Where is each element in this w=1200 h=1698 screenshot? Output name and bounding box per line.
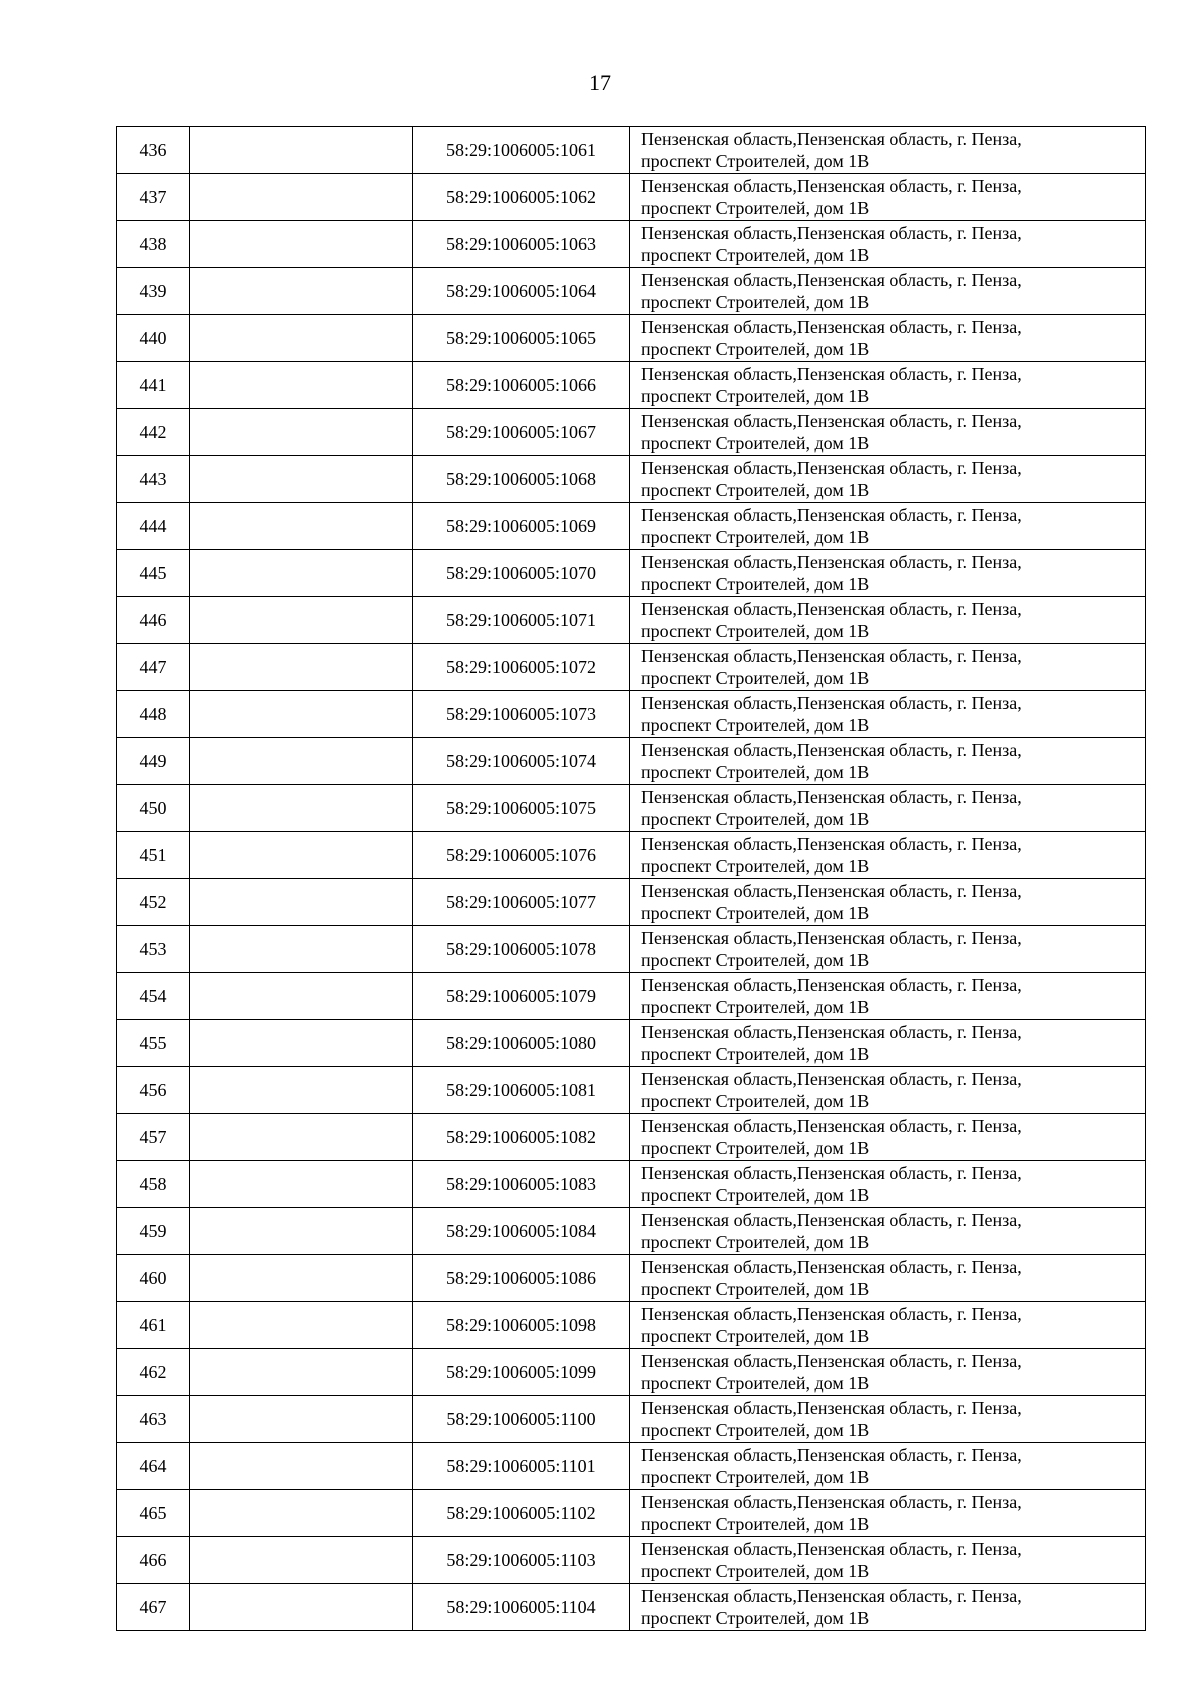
row-number-cell: 466 <box>117 1537 190 1584</box>
address-cell <box>630 268 1146 315</box>
cadastral-number-cell: 58:29:1006005:1102 <box>413 1490 630 1537</box>
empty-cell <box>190 1490 413 1537</box>
row-number-cell: 460 <box>117 1255 190 1302</box>
empty-cell <box>190 1161 413 1208</box>
address-line-1: Пензенская область,Пензенская область, г. Пенза, <box>641 1351 1022 1371</box>
empty-cell <box>190 1255 413 1302</box>
address-line-1: Пензенская область,Пензенская область, г. Пенза, <box>641 834 1022 854</box>
empty-cell <box>190 1020 413 1067</box>
table-row <box>117 832 1146 879</box>
address-line-2: проспект Строителей, дом 1В <box>641 809 870 829</box>
table-row <box>117 174 1146 221</box>
table-row <box>117 1349 1146 1396</box>
row-number-cell: 437 <box>117 174 190 221</box>
address-cell <box>630 879 1146 926</box>
address-line-1: Пензенская область,Пензенская область, г. Пенза, <box>641 270 1022 290</box>
empty-cell <box>190 1067 413 1114</box>
address-cell <box>630 1537 1146 1584</box>
empty-cell <box>190 1443 413 1490</box>
cadastral-number-cell: 58:29:1006005:1065 <box>413 315 630 362</box>
row-number-cell: 461 <box>117 1302 190 1349</box>
table-row <box>117 879 1146 926</box>
address-cell <box>630 456 1146 503</box>
address-line-1: Пензенская область,Пензенская область, г. Пенза, <box>641 1445 1022 1465</box>
empty-cell <box>190 926 413 973</box>
address-cell <box>630 1443 1146 1490</box>
table-row <box>117 221 1146 268</box>
address-line-1: Пензенская область,Пензенская область, г. Пенза, <box>641 693 1022 713</box>
cadastral-number-cell: 58:29:1006005:1066 <box>413 362 630 409</box>
row-number-cell: 451 <box>117 832 190 879</box>
address-line-2: проспект Строителей, дом 1В <box>641 1420 870 1440</box>
table-row <box>117 1255 1146 1302</box>
address-line-2: проспект Строителей, дом 1В <box>641 1467 870 1487</box>
empty-cell <box>190 268 413 315</box>
cadastral-number-cell: 58:29:1006005:1075 <box>413 785 630 832</box>
cadastral-number-cell: 58:29:1006005:1072 <box>413 644 630 691</box>
address-line-1: Пензенская область,Пензенская область, г. Пенза, <box>641 646 1022 666</box>
empty-cell <box>190 597 413 644</box>
table-body <box>117 127 1146 1631</box>
address-line-1: Пензенская область,Пензенская область, г. Пенза, <box>641 1257 1022 1277</box>
address-cell <box>630 1255 1146 1302</box>
table-row <box>117 1067 1146 1114</box>
empty-cell <box>190 1114 413 1161</box>
address-line-1: Пензенская область,Пензенская область, г. Пенза, <box>641 364 1022 384</box>
address-line-1: Пензенская область,Пензенская область, г. Пенза, <box>641 1022 1022 1042</box>
row-number-cell: 436 <box>117 127 190 174</box>
address-cell <box>630 221 1146 268</box>
row-number-cell: 449 <box>117 738 190 785</box>
address-line-1: Пензенская область,Пензенская область, г. Пенза, <box>641 740 1022 760</box>
empty-cell <box>190 644 413 691</box>
cadastral-number-cell: 58:29:1006005:1104 <box>413 1584 630 1631</box>
row-number-cell: 454 <box>117 973 190 1020</box>
cadastral-number-cell: 58:29:1006005:1079 <box>413 973 630 1020</box>
row-number-cell: 463 <box>117 1396 190 1443</box>
address-line-2: проспект Строителей, дом 1В <box>641 950 870 970</box>
empty-cell <box>190 1537 413 1584</box>
row-number-cell: 462 <box>117 1349 190 1396</box>
address-line-1: Пензенская область,Пензенская область, г. Пенза, <box>641 928 1022 948</box>
address-line-1: Пензенская область,Пензенская область, г. Пенза, <box>641 505 1022 525</box>
address-cell <box>630 1208 1146 1255</box>
cadastral-number-cell: 58:29:1006005:1098 <box>413 1302 630 1349</box>
cadastral-number-cell: 58:29:1006005:1069 <box>413 503 630 550</box>
address-cell <box>630 1161 1146 1208</box>
cadastral-number-cell: 58:29:1006005:1071 <box>413 597 630 644</box>
address-line-1: Пензенская область,Пензенская область, г. Пенза, <box>641 1116 1022 1136</box>
address-line-1: Пензенская область,Пензенская область, г. Пенза, <box>641 787 1022 807</box>
address-line-2: проспект Строителей, дом 1В <box>641 292 870 312</box>
empty-cell <box>190 738 413 785</box>
table-row <box>117 644 1146 691</box>
address-line-2: проспект Строителей, дом 1В <box>641 1138 870 1158</box>
row-number-cell: 438 <box>117 221 190 268</box>
empty-cell <box>190 456 413 503</box>
address-line-2: проспект Строителей, дом 1В <box>641 903 870 923</box>
address-cell <box>630 926 1146 973</box>
page-number: 17 <box>589 70 611 95</box>
empty-cell <box>190 362 413 409</box>
table-row <box>117 1396 1146 1443</box>
address-cell <box>630 174 1146 221</box>
address-line-2: проспект Строителей, дом 1В <box>641 480 870 500</box>
address-cell <box>630 362 1146 409</box>
table-row <box>117 1302 1146 1349</box>
empty-cell <box>190 409 413 456</box>
address-line-2: проспект Строителей, дом 1В <box>641 1232 870 1252</box>
empty-cell <box>190 973 413 1020</box>
row-number-cell: 459 <box>117 1208 190 1255</box>
table-row <box>117 785 1146 832</box>
address-cell <box>630 1490 1146 1537</box>
cadastre-table <box>116 126 1146 1631</box>
cadastral-number-cell: 58:29:1006005:1074 <box>413 738 630 785</box>
address-line-2: проспект Строителей, дом 1В <box>641 433 870 453</box>
address-line-1: Пензенская область,Пензенская область, г. Пенза, <box>641 458 1022 478</box>
address-line-1: Пензенская область,Пензенская область, г. Пенза, <box>641 975 1022 995</box>
cadastral-number-cell: 58:29:1006005:1077 <box>413 879 630 926</box>
cadastral-number-cell: 58:29:1006005:1099 <box>413 1349 630 1396</box>
address-cell <box>630 1349 1146 1396</box>
address-line-1: Пензенская область,Пензенская область, г. Пенза, <box>641 1069 1022 1089</box>
address-line-2: проспект Строителей, дом 1В <box>641 1326 870 1346</box>
table-row <box>117 362 1146 409</box>
address-cell <box>630 1584 1146 1631</box>
table-row <box>117 550 1146 597</box>
address-line-2: проспект Строителей, дом 1В <box>641 339 870 359</box>
row-number-cell: 458 <box>117 1161 190 1208</box>
address-cell <box>630 785 1146 832</box>
empty-cell <box>190 174 413 221</box>
address-line-2: проспект Строителей, дом 1В <box>641 1514 870 1534</box>
table-row <box>117 268 1146 315</box>
address-line-1: Пензенская область,Пензенская область, г. Пенза, <box>641 599 1022 619</box>
table-row <box>117 1490 1146 1537</box>
cadastral-number-cell: 58:29:1006005:1081 <box>413 1067 630 1114</box>
cadastral-number-cell: 58:29:1006005:1100 <box>413 1396 630 1443</box>
cadastral-number-cell: 58:29:1006005:1070 <box>413 550 630 597</box>
table-row <box>117 1114 1146 1161</box>
address-line-1: Пензенская область,Пензенская область, г. Пенза, <box>641 223 1022 243</box>
table-row <box>117 973 1146 1020</box>
cadastral-number-cell: 58:29:1006005:1061 <box>413 127 630 174</box>
address-line-2: проспект Строителей, дом 1В <box>641 1373 870 1393</box>
address-cell <box>630 503 1146 550</box>
empty-cell <box>190 832 413 879</box>
address-line-2: проспект Строителей, дом 1В <box>641 1185 870 1205</box>
address-line-1: Пензенская область,Пензенская область, г. Пенза, <box>641 1398 1022 1418</box>
empty-cell <box>190 785 413 832</box>
address-line-1: Пензенская область,Пензенская область, г. Пенза, <box>641 1304 1022 1324</box>
row-number-cell: 455 <box>117 1020 190 1067</box>
address-cell <box>630 1020 1146 1067</box>
cadastral-number-cell: 58:29:1006005:1080 <box>413 1020 630 1067</box>
empty-cell <box>190 1302 413 1349</box>
table-row <box>117 597 1146 644</box>
address-line-2: проспект Строителей, дом 1В <box>641 621 870 641</box>
table-row <box>117 315 1146 362</box>
address-cell <box>630 315 1146 362</box>
address-line-2: проспект Строителей, дом 1В <box>641 715 870 735</box>
table-row <box>117 738 1146 785</box>
table-row <box>117 926 1146 973</box>
cadastral-number-cell: 58:29:1006005:1078 <box>413 926 630 973</box>
empty-cell <box>190 691 413 738</box>
address-line-2: проспект Строителей, дом 1В <box>641 198 870 218</box>
row-number-cell: 448 <box>117 691 190 738</box>
empty-cell <box>190 879 413 926</box>
address-line-2: проспект Строителей, дом 1В <box>641 574 870 594</box>
empty-cell <box>190 1349 413 1396</box>
table-row <box>117 1584 1146 1631</box>
address-line-1: Пензенская область,Пензенская область, г. Пенза, <box>641 129 1022 149</box>
address-line-1: Пензенская область,Пензенская область, г. Пенза, <box>641 411 1022 431</box>
cadastral-number-cell: 58:29:1006005:1063 <box>413 221 630 268</box>
address-line-2: проспект Строителей, дом 1В <box>641 997 870 1017</box>
cadastral-number-cell: 58:29:1006005:1067 <box>413 409 630 456</box>
address-line-1: Пензенская область,Пензенская область, г. Пенза, <box>641 1492 1022 1512</box>
cadastral-number-cell: 58:29:1006005:1101 <box>413 1443 630 1490</box>
address-line-2: проспект Строителей, дом 1В <box>641 762 870 782</box>
row-number-cell: 467 <box>117 1584 190 1631</box>
address-cell <box>630 597 1146 644</box>
empty-cell <box>190 127 413 174</box>
row-number-cell: 456 <box>117 1067 190 1114</box>
cadastral-number-cell: 58:29:1006005:1073 <box>413 691 630 738</box>
row-number-cell: 453 <box>117 926 190 973</box>
cadastral-number-cell: 58:29:1006005:1084 <box>413 1208 630 1255</box>
row-number-cell: 442 <box>117 409 190 456</box>
cadastral-number-cell: 58:29:1006005:1083 <box>413 1161 630 1208</box>
address-line-1: Пензенская область,Пензенская область, г. Пенза, <box>641 317 1022 337</box>
address-cell <box>630 832 1146 879</box>
address-line-2: проспект Строителей, дом 1В <box>641 1091 870 1111</box>
row-number-cell: 447 <box>117 644 190 691</box>
address-cell <box>630 550 1146 597</box>
address-line-1: Пензенская область,Пензенская область, г. Пенза, <box>641 1210 1022 1230</box>
row-number-cell: 464 <box>117 1443 190 1490</box>
address-cell <box>630 1302 1146 1349</box>
row-number-cell: 439 <box>117 268 190 315</box>
cadastral-number-cell: 58:29:1006005:1103 <box>413 1537 630 1584</box>
empty-cell <box>190 503 413 550</box>
cadastral-number-cell: 58:29:1006005:1068 <box>413 456 630 503</box>
address-cell <box>630 1114 1146 1161</box>
address-cell <box>630 409 1146 456</box>
empty-cell <box>190 1396 413 1443</box>
table-row <box>117 127 1146 174</box>
address-cell <box>630 644 1146 691</box>
address-line-2: проспект Строителей, дом 1В <box>641 856 870 876</box>
table-row <box>117 456 1146 503</box>
empty-cell <box>190 315 413 362</box>
table-row <box>117 1161 1146 1208</box>
row-number-cell: 441 <box>117 362 190 409</box>
cadastral-number-cell: 58:29:1006005:1076 <box>413 832 630 879</box>
row-number-cell: 445 <box>117 550 190 597</box>
address-line-1: Пензенская область,Пензенская область, г. Пенза, <box>641 1586 1022 1606</box>
address-line-2: проспект Строителей, дом 1В <box>641 1561 870 1581</box>
address-line-1: Пензенская область,Пензенская область, г. Пенза, <box>641 176 1022 196</box>
address-line-2: проспект Строителей, дом 1В <box>641 1279 870 1299</box>
row-number-cell: 457 <box>117 1114 190 1161</box>
address-cell <box>630 127 1146 174</box>
address-line-2: проспект Строителей, дом 1В <box>641 151 870 171</box>
address-line-1: Пензенская область,Пензенская область, г. Пенза, <box>641 1539 1022 1559</box>
address-cell <box>630 738 1146 785</box>
address-cell <box>630 691 1146 738</box>
address-line-1: Пензенская область,Пензенская область, г. Пенза, <box>641 881 1022 901</box>
address-line-1: Пензенская область,Пензенская область, г. Пенза, <box>641 552 1022 572</box>
row-number-cell: 444 <box>117 503 190 550</box>
table-row <box>117 1020 1146 1067</box>
table-row <box>117 503 1146 550</box>
cadastral-number-cell: 58:29:1006005:1086 <box>413 1255 630 1302</box>
address-line-2: проспект Строителей, дом 1В <box>641 1608 870 1628</box>
address-line-2: проспект Строителей, дом 1В <box>641 1044 870 1064</box>
address-line-2: проспект Строителей, дом 1В <box>641 245 870 265</box>
row-number-cell: 450 <box>117 785 190 832</box>
cadastral-number-cell: 58:29:1006005:1082 <box>413 1114 630 1161</box>
table-row <box>117 409 1146 456</box>
empty-cell <box>190 1584 413 1631</box>
row-number-cell: 452 <box>117 879 190 926</box>
row-number-cell: 465 <box>117 1490 190 1537</box>
address-cell <box>630 1067 1146 1114</box>
table-row <box>117 1537 1146 1584</box>
empty-cell <box>190 550 413 597</box>
address-line-2: проспект Строителей, дом 1В <box>641 527 870 547</box>
row-number-cell: 440 <box>117 315 190 362</box>
address-cell <box>630 973 1146 1020</box>
cadastral-number-cell: 58:29:1006005:1062 <box>413 174 630 221</box>
empty-cell <box>190 221 413 268</box>
table-row <box>117 1208 1146 1255</box>
row-number-cell: 443 <box>117 456 190 503</box>
table-row <box>117 691 1146 738</box>
row-number-cell: 446 <box>117 597 190 644</box>
table-row <box>117 1443 1146 1490</box>
address-line-2: проспект Строителей, дом 1В <box>641 668 870 688</box>
address-line-1: Пензенская область,Пензенская область, г. Пенза, <box>641 1163 1022 1183</box>
address-cell <box>630 1396 1146 1443</box>
cadastral-number-cell: 58:29:1006005:1064 <box>413 268 630 315</box>
address-line-2: проспект Строителей, дом 1В <box>641 386 870 406</box>
empty-cell <box>190 1208 413 1255</box>
